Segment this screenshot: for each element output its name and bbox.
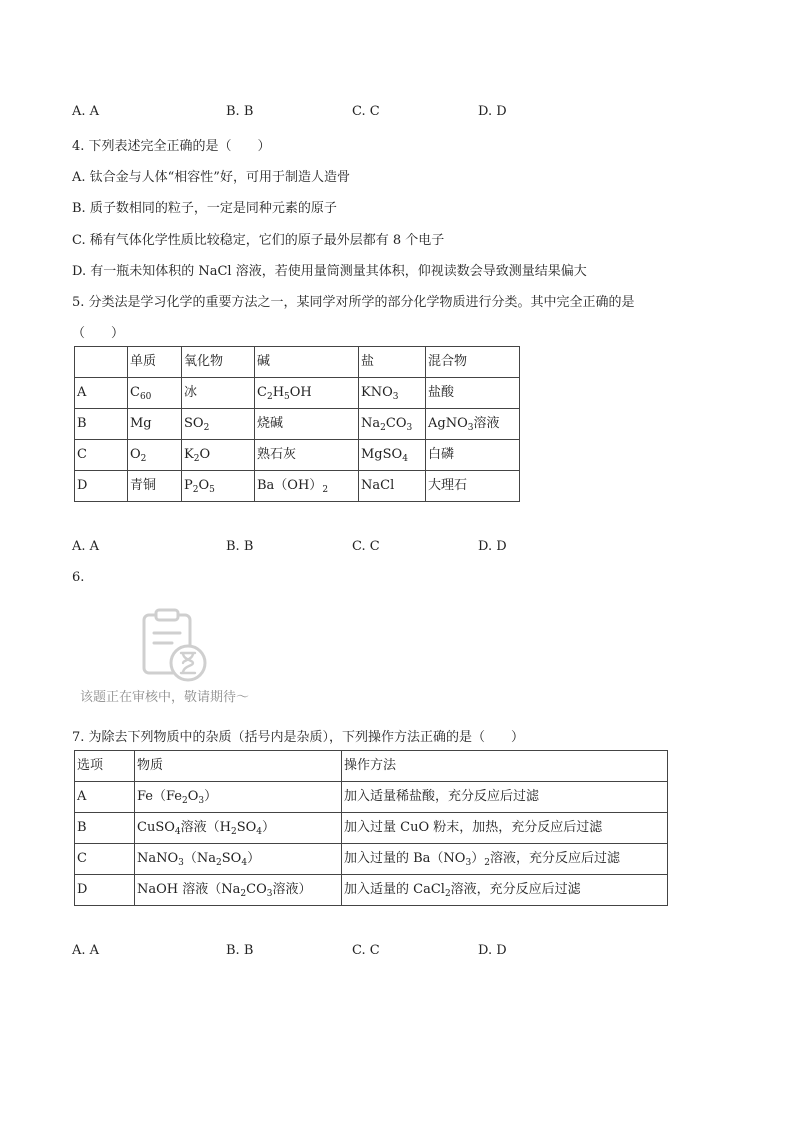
q5-table-cell: A: [75, 378, 128, 409]
q5-table-cell: B: [75, 409, 128, 440]
q5-paren: （ ）: [72, 326, 125, 341]
q5-table-header-cell: 碱: [255, 347, 359, 378]
q4-option-c: C. 稀有气体化学性质比较稳定，它们的原子最外层都有 8 个电子: [72, 233, 445, 248]
q5-table-cell: NaCl: [359, 471, 426, 502]
q5-table-row: [75, 440, 520, 471]
q7-table-cell: 加入适量的 CaCl$_2$溶液，充分反应后过滤: [342, 875, 668, 906]
q5-option-a: A. A: [72, 539, 100, 554]
q4-option-a: A. 钛合金与人体“相容性”好，可用于制造人造骨: [72, 170, 350, 185]
q7-stem: 7. 为除去下列物质中的杂质（括号内是杂质），下列操作方法正确的是（ ）: [72, 730, 525, 745]
q7-table-cell: C: [75, 844, 135, 875]
q5-table-cell: 盐酸: [426, 378, 520, 409]
q5-table-cell: $Na_2CO_3$: [359, 409, 426, 440]
q5-table-cell: D: [75, 471, 128, 502]
q7-table-row: [75, 875, 668, 906]
q7-table-cell: 加入过量的 $Ba(NO_3)_2$溶液，充分反应后过滤: [342, 844, 668, 875]
q7-table-cell: $NaNO_3(Na_2SO_4)$: [135, 844, 342, 875]
q3-option-c: C. C: [352, 104, 380, 119]
q7-option-b: B. B: [226, 943, 254, 958]
q5-table-cell: $C_{60}$: [128, 378, 182, 409]
q3-option-b: B. B: [226, 104, 254, 119]
q5-table-cell: 烧碱: [255, 409, 359, 440]
q5-table-cell: 大理石: [426, 471, 520, 502]
q5-table-cell: Mg: [128, 409, 182, 440]
q5-table-cell: MgSO$_4$: [359, 440, 426, 471]
q5-table-cell: $SO_2$: [182, 409, 255, 440]
q5-table-cell: $K_2O$: [182, 440, 255, 471]
q4-option-b: B. 质子数相同的粒子，一定是同种元素的原子: [72, 201, 337, 216]
q5-option-c: C. C: [352, 539, 380, 554]
q4-option-d: D. 有一瓶未知体积的 NaCl 溶液，若使用量筒测量其体积，仰视读数会导致测量结果偏大: [72, 264, 587, 279]
q5-table-cell: 青铜: [128, 471, 182, 502]
q5-table-cell: $C_2H_5OH$: [255, 378, 359, 409]
q7-table-cell: NaOH 溶液（$Na_2CO_3$溶液）: [135, 875, 342, 906]
q5-table-cell: $Ba(OH)_2$: [255, 471, 359, 502]
q5-table-cell: $KNO_3$: [359, 378, 426, 409]
q5-table-cell: $P_2O_5$: [182, 471, 255, 502]
q7-table-header-cell: 操作方法: [342, 751, 668, 782]
clipboard-hourglass-icon: [138, 607, 218, 685]
q7-option-c: C. C: [352, 943, 380, 958]
q7-table-row: [75, 844, 668, 875]
q5-table-cell: $O_2$: [128, 440, 182, 471]
q5-stem: 5. 分类法是学习化学的重要方法之一，某同学对所学的部分化学物质进行分类。其中完全正确的是: [72, 295, 635, 310]
q7-table-cell: 加入适量稀盐酸，充分反应后过滤: [342, 782, 668, 813]
q7-table-row: [75, 813, 668, 844]
q5-table-header-cell: 盐: [359, 347, 426, 378]
q5-table-cell: 熟石灰: [255, 440, 359, 471]
q7-table-cell: B: [75, 813, 135, 844]
q5-option-b: B. B: [226, 539, 254, 554]
q7-table-row: [75, 782, 668, 813]
q5-table-header-cell: 单质: [128, 347, 182, 378]
q4-stem: 4. 下列表述完全正确的是（ ）: [72, 139, 271, 154]
q5-table-row: [75, 378, 520, 409]
q5-table-cell: 白磷: [426, 440, 520, 471]
q7-option-a: A. A: [72, 943, 100, 958]
q7-table-cell: $Fe(Fe_2O_3)$: [135, 782, 342, 813]
q5-table-cell: AgNO$_3$溶液: [426, 409, 520, 440]
q5-classification-table: [74, 346, 520, 502]
q5-table-row: [75, 471, 520, 502]
q5-table-header-cell: 氧化物: [182, 347, 255, 378]
q5-option-d: D. D: [478, 539, 507, 554]
q7-option-d: D. D: [478, 943, 507, 958]
q7-table-header-row: [75, 751, 668, 782]
q7-table-cell: A: [75, 782, 135, 813]
q3-option-a: A. A: [72, 104, 100, 119]
q5-table-cell: C: [75, 440, 128, 471]
q5-table-row: [75, 409, 520, 440]
q5-table-header-row: [75, 347, 520, 378]
q7-table-cell: 加入过量 CuO 粉末，加热，充分反应后过滤: [342, 813, 668, 844]
q5-table-header-cell: 混合物: [426, 347, 520, 378]
q7-table-header-cell: 选项: [75, 751, 135, 782]
q7-purification-table: [74, 750, 668, 906]
q3-option-d: D. D: [478, 104, 507, 119]
q7-table-header-cell: 物质: [135, 751, 342, 782]
q5-table-cell: 冰: [182, 378, 255, 409]
pending-review-text: 该题正在审核中，敬请期待～: [80, 690, 250, 705]
q5-table-header-cell: [75, 347, 128, 378]
q7-table-cell: CuSO$_4$溶液$(H_2SO_4)$: [135, 813, 342, 844]
q7-table-cell: D: [75, 875, 135, 906]
q6-number: 6.: [72, 570, 85, 585]
